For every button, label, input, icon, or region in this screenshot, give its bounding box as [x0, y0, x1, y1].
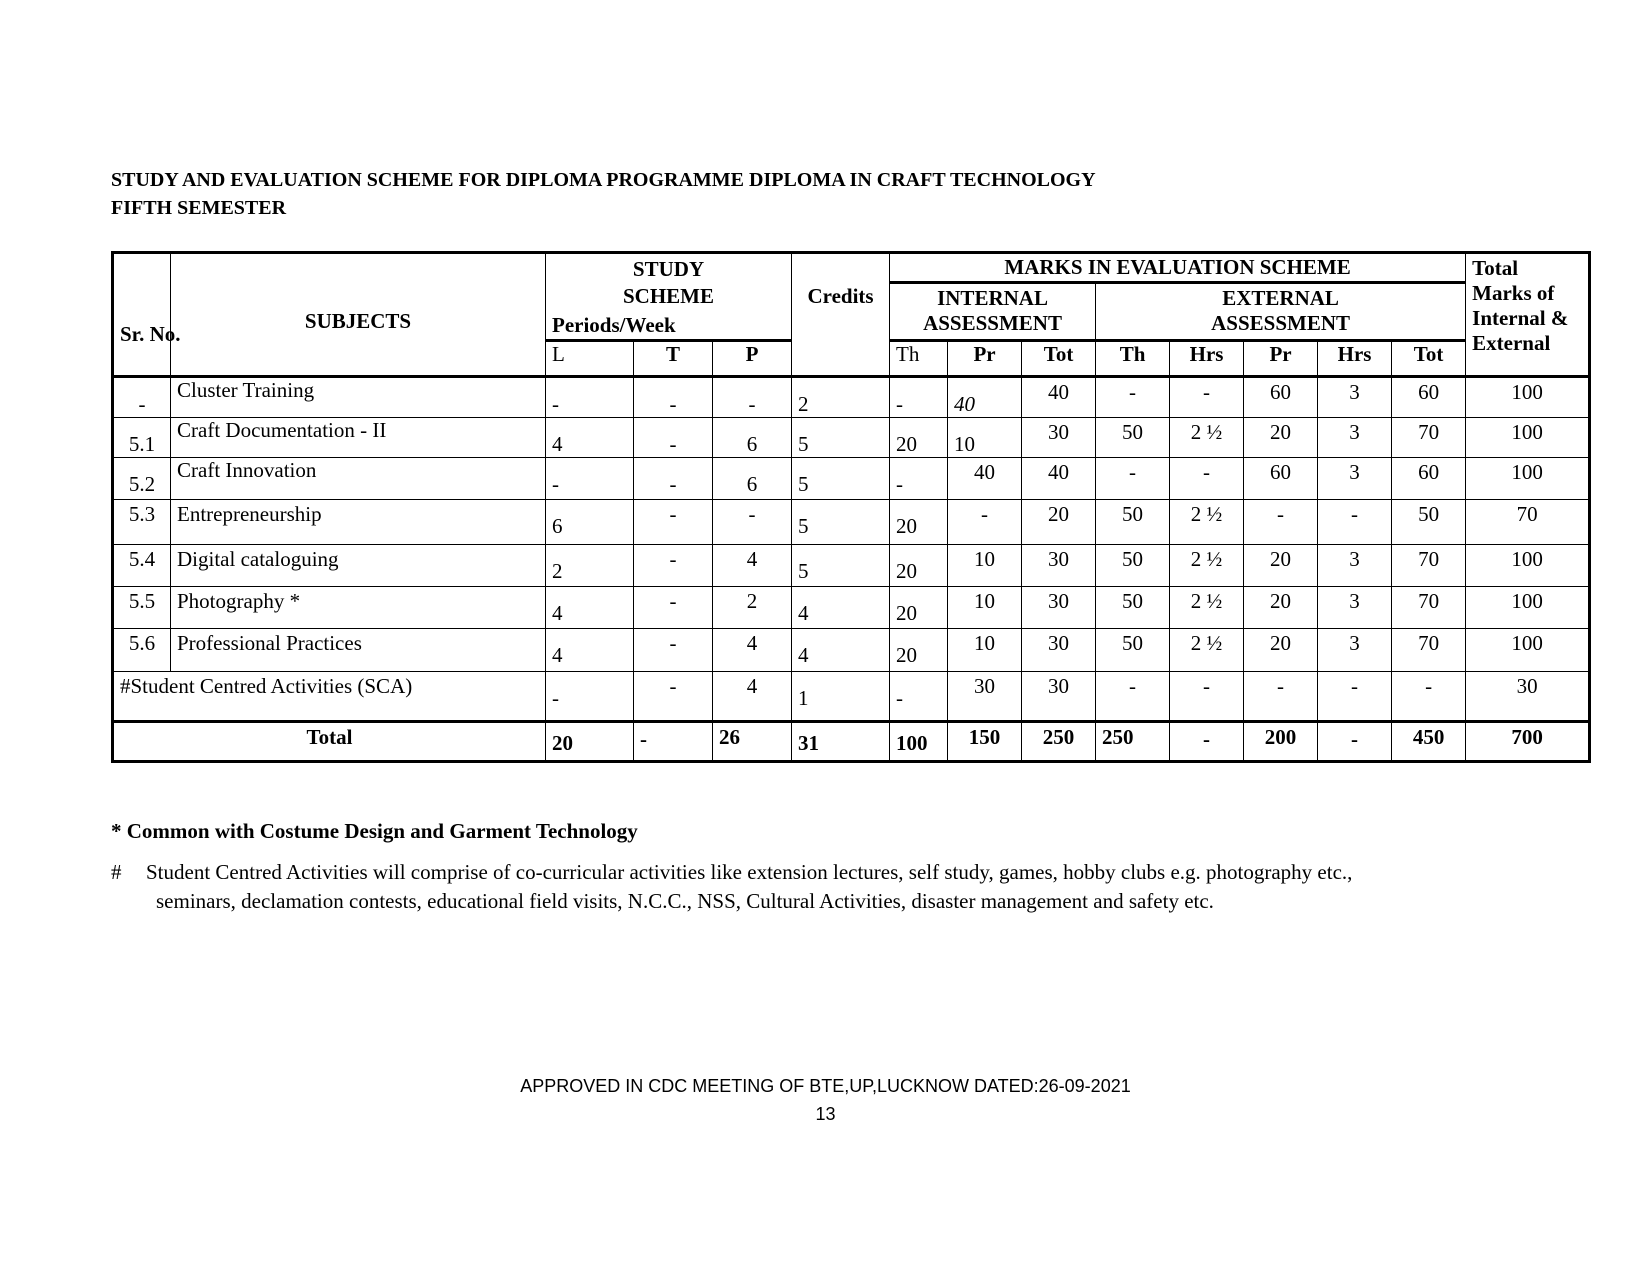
- header-total-marks: Total Marks of Internal & External: [1466, 253, 1590, 377]
- cell-ext-tot: 70: [1392, 418, 1466, 458]
- cell-int-pr: 10: [948, 418, 1022, 458]
- cell-ext-hrs: -: [1170, 722, 1244, 762]
- cell-ext-pr: 20: [1244, 587, 1318, 629]
- cell-T: -: [634, 500, 713, 545]
- cell-total: 30: [1466, 672, 1590, 722]
- cell-T: -: [634, 629, 713, 672]
- document-title: [111, 166, 1096, 222]
- cell-subject: Professional Practices: [171, 629, 546, 672]
- cell-P: -: [713, 500, 792, 545]
- cell-ext-hrs-2: 3: [1318, 418, 1392, 458]
- cell-ext-pr: -: [1244, 500, 1318, 545]
- cell-ext-th: -: [1096, 377, 1170, 418]
- cell-credits: 4: [792, 587, 890, 629]
- cell-L: 2: [546, 545, 634, 587]
- sca-note-line1: Student Centred Activities will comprise of co-curricular activities like extension lectures, self study, games, hobby clubs e.g. photography etc.,: [146, 860, 1353, 884]
- cell-sr: 5.5: [113, 587, 171, 629]
- table-row: [113, 418, 1590, 458]
- cell-ext-hrs: 2 ½: [1170, 629, 1244, 672]
- cell-subject: Cluster Training: [171, 377, 546, 418]
- cell-int-tot: 250: [1022, 722, 1096, 762]
- cell-sr: -: [113, 377, 171, 418]
- cell-total: 70: [1466, 500, 1590, 545]
- cell-T: -: [634, 418, 713, 458]
- cell-total-label: Total: [113, 722, 546, 762]
- cell-ext-pr: -: [1244, 672, 1318, 722]
- cell-int-tot: 40: [1022, 377, 1096, 418]
- header-internal: INTERNAL ASSESSMENT: [890, 283, 1096, 341]
- cell-int-pr: 150: [948, 722, 1022, 762]
- cell-int-tot: 30: [1022, 418, 1096, 458]
- cell-sr: 5.2: [113, 458, 171, 500]
- cell-T: -: [634, 672, 713, 722]
- sca-note-line2: seminars, declamation contests, educational field visits, N.C.C., NSS, Cultural Activities, disaster management and safety etc.: [156, 889, 1214, 913]
- cell-int-pr: 40: [948, 377, 1022, 418]
- header-external: EXTERNAL ASSESSMENT: [1096, 283, 1466, 341]
- cell-ext-hrs: 2 ½: [1170, 418, 1244, 458]
- cell-ext-hrs-2: -: [1318, 722, 1392, 762]
- table-row: [113, 458, 1590, 500]
- table-row: [113, 377, 1590, 418]
- cell-ext-pr: 20: [1244, 418, 1318, 458]
- cell-T: -: [634, 545, 713, 587]
- cell-credits: 5: [792, 500, 890, 545]
- cell-ext-th: -: [1096, 458, 1170, 500]
- cell-ext-hrs: 2 ½: [1170, 587, 1244, 629]
- cell-L: 4: [546, 629, 634, 672]
- cell-int-th: -: [890, 377, 948, 418]
- cell-subject: Craft Documentation - II: [171, 418, 546, 458]
- header-sr-no: Sr. No.: [113, 253, 171, 377]
- cell-total: 100: [1466, 377, 1590, 418]
- cell-credits: 5: [792, 418, 890, 458]
- cell-ext-hrs-2: -: [1318, 672, 1392, 722]
- table-row: [113, 500, 1590, 545]
- cell-int-th: -: [890, 458, 948, 500]
- cell-ext-tot: 450: [1392, 722, 1466, 762]
- cell-P: 4: [713, 545, 792, 587]
- cell-ext-tot: 70: [1392, 587, 1466, 629]
- approval-text: APPROVED IN CDC MEETING OF BTE,UP,LUCKNOW DATED:26-09-2021: [520, 1076, 1131, 1096]
- table-row: [113, 545, 1590, 587]
- cell-P: 26: [713, 722, 792, 762]
- header-ext-pr: Pr: [1244, 341, 1318, 377]
- cell-L: -: [546, 672, 634, 722]
- cell-sr: 5.4: [113, 545, 171, 587]
- table-row-total: [113, 722, 1590, 762]
- cell-ext-hrs-2: 3: [1318, 377, 1392, 418]
- cell-ext-tot: 70: [1392, 629, 1466, 672]
- cell-ext-th: 50: [1096, 545, 1170, 587]
- cell-subject-sca: #Student Centred Activities (SCA): [113, 672, 546, 722]
- cell-ext-hrs-2: -: [1318, 500, 1392, 545]
- cell-ext-pr: 60: [1244, 458, 1318, 500]
- cell-ext-hrs-2: 3: [1318, 545, 1392, 587]
- cell-ext-hrs: -: [1170, 458, 1244, 500]
- table-row-sca: [113, 672, 1590, 722]
- cell-total: 100: [1466, 545, 1590, 587]
- header-subjects: SUBJECTS: [171, 253, 546, 377]
- cell-ext-th: 50: [1096, 500, 1170, 545]
- header-L: L: [546, 341, 634, 377]
- cell-P: 4: [713, 629, 792, 672]
- cell-int-tot: 40: [1022, 458, 1096, 500]
- cell-int-th: 20: [890, 587, 948, 629]
- cell-credits: 5: [792, 458, 890, 500]
- common-note: * Common with Costume Design and Garment Technology: [111, 819, 638, 843]
- cell-int-pr: 30: [948, 672, 1022, 722]
- cell-credits: 2: [792, 377, 890, 418]
- cell-int-pr: 10: [948, 629, 1022, 672]
- cell-int-pr: 10: [948, 545, 1022, 587]
- cell-ext-hrs-2: 3: [1318, 629, 1392, 672]
- cell-credits: 4: [792, 629, 890, 672]
- cell-int-tot: 30: [1022, 587, 1096, 629]
- cell-credits: 31: [792, 722, 890, 762]
- cell-L: 20: [546, 722, 634, 762]
- cell-subject: Craft Innovation: [171, 458, 546, 500]
- cell-L: 6: [546, 500, 634, 545]
- cell-L: 4: [546, 418, 634, 458]
- page-footer: [0, 1072, 1651, 1128]
- cell-int-th: 20: [890, 629, 948, 672]
- cell-total: 700: [1466, 722, 1590, 762]
- sca-note-marker: #: [111, 860, 122, 884]
- cell-ext-th: 250: [1096, 722, 1170, 762]
- cell-ext-tot: 70: [1392, 545, 1466, 587]
- cell-ext-tot: 60: [1392, 458, 1466, 500]
- cell-int-tot: 30: [1022, 545, 1096, 587]
- periods-week-label: Periods/Week: [552, 313, 676, 337]
- cell-T: -: [634, 458, 713, 500]
- table-row: [113, 629, 1590, 672]
- cell-ext-hrs: 2 ½: [1170, 500, 1244, 545]
- cell-L: 4: [546, 587, 634, 629]
- cell-ext-th: -: [1096, 672, 1170, 722]
- header-T: T: [634, 341, 713, 377]
- cell-int-tot: 20: [1022, 500, 1096, 545]
- cell-subject: Entrepreneurship: [171, 500, 546, 545]
- cell-T: -: [634, 377, 713, 418]
- cell-T: -: [634, 587, 713, 629]
- title-line-programme: STUDY AND EVALUATION SCHEME FOR DIPLOMA PROGRAMME DIPLOMA IN CRAFT TECHNOLOGY: [111, 169, 1096, 191]
- cell-int-tot: 30: [1022, 672, 1096, 722]
- cell-P: 4: [713, 672, 792, 722]
- cell-credits: 5: [792, 545, 890, 587]
- header-ext-hrs: Hrs: [1170, 341, 1244, 377]
- cell-int-pr: 40: [948, 458, 1022, 500]
- header-int-tot: Tot: [1022, 341, 1096, 377]
- cell-ext-tot: 60: [1392, 377, 1466, 418]
- cell-ext-pr: 20: [1244, 629, 1318, 672]
- cell-P: 6: [713, 458, 792, 500]
- cell-total: 100: [1466, 418, 1590, 458]
- cell-ext-hrs: -: [1170, 377, 1244, 418]
- cell-int-th: 20: [890, 545, 948, 587]
- cell-ext-hrs-2: 3: [1318, 587, 1392, 629]
- cell-P: 2: [713, 587, 792, 629]
- cell-P: -: [713, 377, 792, 418]
- header-ext-tot: Tot: [1392, 341, 1466, 377]
- sca-note: [111, 858, 1591, 916]
- cell-int-th: 20: [890, 500, 948, 545]
- header-int-th: Th: [890, 341, 948, 377]
- cell-P: 6: [713, 418, 792, 458]
- cell-int-th: 20: [890, 418, 948, 458]
- header-P: P: [713, 341, 792, 377]
- cell-ext-hrs: 2 ½: [1170, 545, 1244, 587]
- cell-sr: 5.3: [113, 500, 171, 545]
- cell-ext-pr: 20: [1244, 545, 1318, 587]
- header-int-pr: Pr: [948, 341, 1022, 377]
- page-number: 13: [815, 1104, 836, 1124]
- cell-sr: 5.6: [113, 629, 171, 672]
- cell-ext-pr: 200: [1244, 722, 1318, 762]
- header-marks-eval: MARKS IN EVALUATION SCHEME: [890, 253, 1466, 283]
- cell-ext-tot: 50: [1392, 500, 1466, 545]
- cell-int-pr: -: [948, 500, 1022, 545]
- cell-ext-th: 50: [1096, 629, 1170, 672]
- header-credits: Credits: [792, 253, 890, 377]
- table-row: [113, 587, 1590, 629]
- cell-ext-tot: -: [1392, 672, 1466, 722]
- cell-sr: 5.1: [113, 418, 171, 458]
- header-study-scheme: [546, 253, 792, 341]
- cell-L: -: [546, 377, 634, 418]
- cell-int-tot: 30: [1022, 629, 1096, 672]
- cell-total: 100: [1466, 629, 1590, 672]
- cell-credits: 1: [792, 672, 890, 722]
- title-line-semester: FIFTH SEMESTER: [111, 197, 287, 219]
- cell-int-th: -: [890, 672, 948, 722]
- cell-int-pr: 10: [948, 587, 1022, 629]
- header-ext-th: Th: [1096, 341, 1170, 377]
- cell-T: -: [634, 722, 713, 762]
- cell-total: 100: [1466, 458, 1590, 500]
- header-ext-hrs-2: Hrs: [1318, 341, 1392, 377]
- cell-subject: Digital cataloguing: [171, 545, 546, 587]
- cell-int-th: 100: [890, 722, 948, 762]
- cell-subject: Photography *: [171, 587, 546, 629]
- cell-ext-hrs: -: [1170, 672, 1244, 722]
- cell-ext-th: 50: [1096, 587, 1170, 629]
- evaluation-scheme-table: [111, 251, 1591, 763]
- cell-ext-hrs-2: 3: [1318, 458, 1392, 500]
- study-scheme-label: STUDY SCHEME: [623, 257, 715, 308]
- cell-total: 100: [1466, 587, 1590, 629]
- cell-ext-pr: 60: [1244, 377, 1318, 418]
- cell-L: -: [546, 458, 634, 500]
- cell-ext-th: 50: [1096, 418, 1170, 458]
